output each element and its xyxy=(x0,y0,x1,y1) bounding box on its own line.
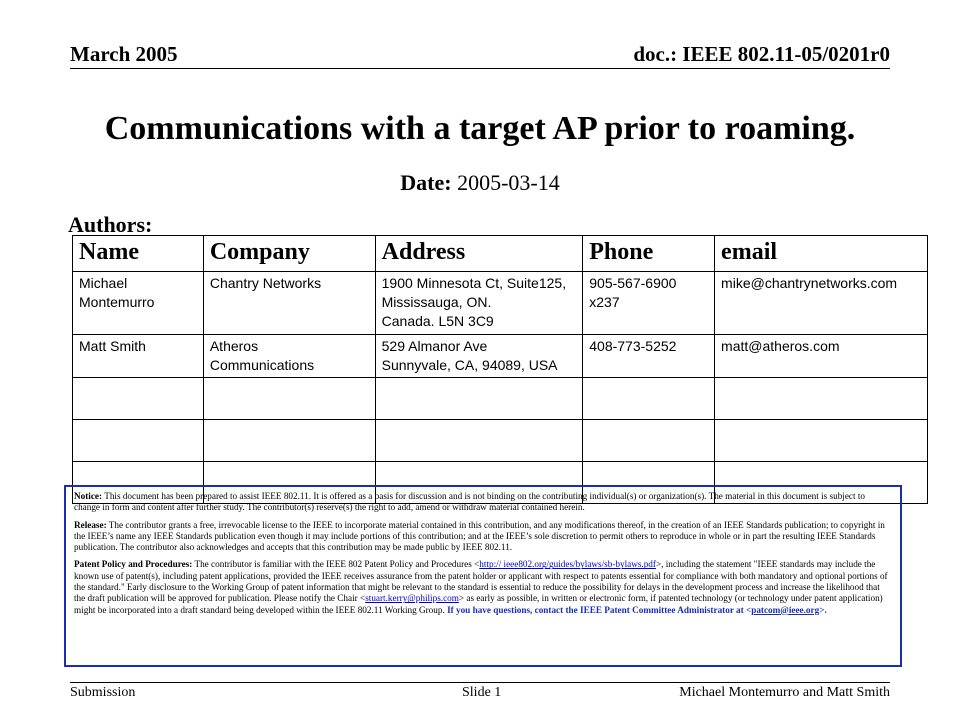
cell-company: Atheros Communications xyxy=(203,335,375,378)
header-divider xyxy=(70,68,890,69)
cell-address: 529 Almanor Ave Sunnyvale, CA, 94089, USA xyxy=(375,335,583,378)
footer-slide-number: Slide 1 xyxy=(462,685,502,700)
slide-title: Communications with a target AP prior to roaming. xyxy=(104,110,856,147)
cell-address: 1900 Minnesota Ct, Suite125, Mississauga, ON. Canada. L5N 3C9 xyxy=(375,272,583,335)
date-value: 2005-03-14 xyxy=(457,170,560,195)
cell-phone xyxy=(583,378,715,420)
header-doc-number: doc.: IEEE 802.11-05/0201r0 xyxy=(633,42,890,66)
cell-company: Chantry Networks xyxy=(203,272,375,335)
cell-address xyxy=(375,420,583,462)
authors-label: Authors: xyxy=(68,212,153,237)
table-row xyxy=(73,335,928,378)
release-text: The contributor grants a free, irrevocable license to the IEEE to incorporate material contained in this contribution, and any modifications thereof, in the creation of an IEEE Standards publication; to copyright in the IEEE’s name any IEEE Standards publication even though it may include portions of this contribution; and at the IEEE’s sole discretion to permit others to reproduce in whole or in part the resulting IEEE Standards publication. The contributor also acknowledges and accepts that this contribution may be made public by IEEE 802.11. xyxy=(74,519,885,553)
notice-paragraph xyxy=(74,491,892,514)
cell-address xyxy=(375,378,583,420)
cell-name: Michael Montemurro xyxy=(73,272,204,335)
header-name: Name xyxy=(73,236,204,272)
cell-name xyxy=(73,378,204,420)
patent-contact-text: If you have questions, contact the IEEE Patent Committee Administrator at < xyxy=(447,604,752,615)
header-phone: Phone xyxy=(583,236,715,272)
date-line xyxy=(0,170,960,196)
patcom-email-link[interactable]: patcom@ieee.org xyxy=(751,604,820,615)
table-row xyxy=(73,378,928,420)
patent-text-2: >, including the statement "IEEE standards may include the known use of patent(s), including patent applications, provided the IEEE receives assurance from the patent holder or applicant with respect to patents essential for compliance with both mandatory and optional portions of the standard." Early disclosure to the Working Group of patent information that might be relevant to the standard is essential to reduce the possibility for delays in the development process and increase the likelihood that the draft publication will be approved for publication. Please notify the Chair < xyxy=(74,559,888,604)
header-company: Company xyxy=(203,236,375,272)
notice-label: Notice: xyxy=(74,491,103,501)
cell-phone: 905-567-6900 x237 xyxy=(583,272,715,335)
cell-name xyxy=(73,420,204,462)
header-date: March 2005 xyxy=(70,42,178,66)
cell-company xyxy=(203,420,375,462)
notice-text: This document has been prepared to assist IEEE 802.11. It is offered as a basis for discussion and is not binding on the contributing individual(s) or organization(s). The material in this document is subject to change in form and content after further study. The contributor(s) reserve(s) the right to add, amend or withdraw material contained herein. xyxy=(74,491,865,513)
header-address: Address xyxy=(375,236,583,272)
cell-email xyxy=(715,420,928,462)
table-header-row xyxy=(73,236,928,272)
bylaws-link[interactable]: http:// ieee802.org/guides/bylaws/sb-bylaws.pdf xyxy=(479,559,656,570)
chair-email-link[interactable]: stuart.kerry@philips.com xyxy=(365,593,459,604)
cell-email xyxy=(715,378,928,420)
cell-company xyxy=(203,378,375,420)
table-row xyxy=(73,420,928,462)
table-row xyxy=(73,272,928,335)
cell-phone xyxy=(583,420,715,462)
header-email: email xyxy=(715,236,928,272)
patent-label: Patent Policy and Procedures: xyxy=(74,559,193,570)
date-label: Date: xyxy=(400,170,452,195)
patent-end: >. xyxy=(819,604,827,615)
footer-divider xyxy=(70,682,890,683)
cell-email: mike@chantrynetworks.com xyxy=(715,272,928,335)
patent-paragraph xyxy=(74,559,892,615)
patent-text-1: The contributor is familiar with the IEEE 802 Patent Policy and Procedures < xyxy=(194,559,480,570)
cell-email: matt@atheros.com xyxy=(715,335,928,378)
patent-text-3: > as early as possible, in written or electronic form, if patented technology (or technology under patent application) might be incorporated into a draft standard being developed within the IEEE 802.11 Working Group. xyxy=(74,593,883,615)
cell-name: Matt Smith xyxy=(73,335,204,378)
release-paragraph xyxy=(74,520,892,554)
cell-phone: 408-773-5252 xyxy=(583,335,715,378)
notice-box xyxy=(64,485,902,667)
authors-table xyxy=(72,235,928,504)
release-label: Release: xyxy=(74,519,107,530)
footer-submission: Submission xyxy=(70,685,136,700)
footer-authors: Michael Montemurro and Matt Smith xyxy=(679,685,890,700)
